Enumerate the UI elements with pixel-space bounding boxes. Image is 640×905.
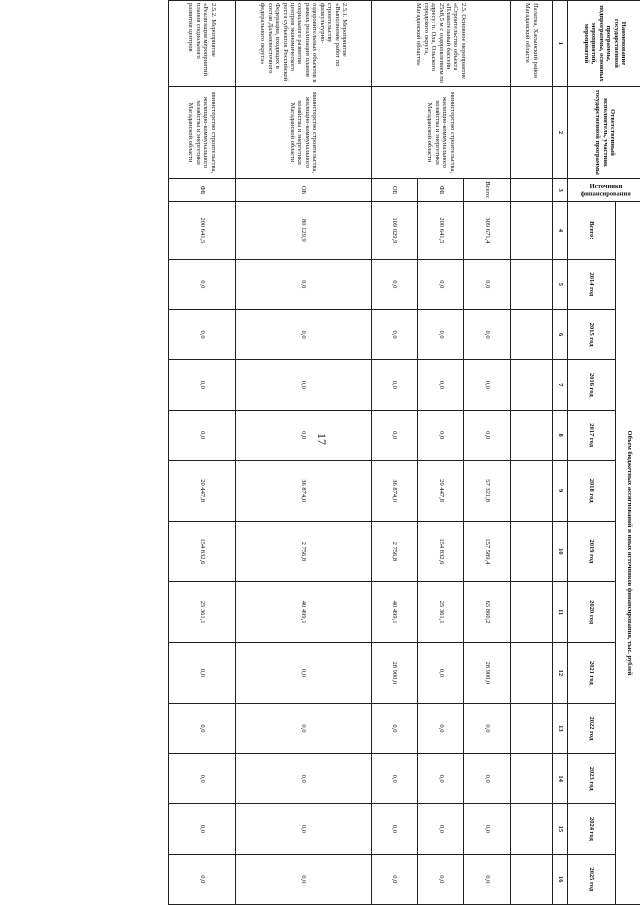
header-year: 2018 год xyxy=(567,460,616,521)
row-value: 0,0 xyxy=(235,410,371,460)
row-value xyxy=(510,703,553,753)
row-value: 0,0 xyxy=(235,309,371,359)
row-value: 0,0 xyxy=(464,703,510,753)
row-value: 0,0 xyxy=(418,754,464,804)
row-value: 0,0 xyxy=(372,804,418,854)
row-source xyxy=(510,179,553,202)
row-name: Палатка, Хасынский район Магаданской области xyxy=(510,1,553,87)
header-year: 2019 год xyxy=(567,521,616,582)
table-row xyxy=(464,1,510,905)
row-value: 2 756,8 xyxy=(372,521,418,582)
row-value: 25 361,1 xyxy=(169,582,236,643)
row-value xyxy=(510,309,553,359)
row-value xyxy=(510,202,553,260)
row-exec: министерство строительства, жилищно-коммунального хозяйства и энергетики Магаданской области xyxy=(169,86,236,178)
page-number: 17 xyxy=(315,433,329,445)
row-value: 36 874,0 xyxy=(235,460,371,521)
header-year: 2025 год xyxy=(567,854,616,904)
row-value: 0,0 xyxy=(169,643,236,704)
row-name: 2.5. Основное мероприятие «Строительство объекта «Плавательный бассейн 25х8,5 м с оздоровлением по адресу: п. Ола, Ольского городского округа, Магаданской области» xyxy=(372,1,511,87)
row-value: 0,0 xyxy=(169,754,236,804)
row-value: 0,0 xyxy=(418,360,464,410)
row-value: 0,0 xyxy=(372,360,418,410)
row-value: 200 641,5 xyxy=(418,202,464,260)
row-value: 0,0 xyxy=(464,309,510,359)
row-value: 0,0 xyxy=(169,703,236,753)
row-value: 0,0 xyxy=(235,754,371,804)
row-exec: министерство строительства, жилищно-коммунального хозяйства и энергетики Магаданской области xyxy=(372,86,511,178)
row-value: 0,0 xyxy=(464,410,510,460)
row-value xyxy=(510,360,553,410)
row-value: 154 832,6 xyxy=(418,521,464,582)
row-value: 20 447,8 xyxy=(169,460,236,521)
header-year: 2014 год xyxy=(567,259,616,309)
header-year: 2017 год xyxy=(567,410,616,460)
row-value xyxy=(510,410,553,460)
row-source: ОБ xyxy=(235,179,371,202)
table-row xyxy=(510,1,553,905)
row-value: 0,0 xyxy=(418,804,464,854)
row-value xyxy=(510,643,553,704)
table-row xyxy=(235,1,371,905)
row-value: 0,0 xyxy=(418,643,464,704)
row-value xyxy=(510,460,553,521)
row-value: 20 447,8 xyxy=(418,460,464,521)
row-value: 0,0 xyxy=(372,854,418,904)
row-value: 25 361,1 xyxy=(418,582,464,643)
row-value: 40 499,1 xyxy=(372,582,418,643)
row-value xyxy=(510,804,553,854)
row-value: 0,0 xyxy=(235,854,371,904)
budget-table-rotated xyxy=(168,0,640,905)
row-value: 0,0 xyxy=(169,309,236,359)
row-value xyxy=(510,259,553,309)
row-value xyxy=(510,582,553,643)
row-exec: министерство строительства, жилищно-коммунального хозяйства и энергетики Магаданской области xyxy=(235,86,371,178)
row-value: 0,0 xyxy=(235,643,371,704)
table-row xyxy=(169,1,236,905)
col-number: 7 xyxy=(553,360,568,410)
row-value: 0,0 xyxy=(169,259,236,309)
row-value: 0,0 xyxy=(372,703,418,753)
header-year: 2015 год xyxy=(567,309,616,359)
row-value: 0,0 xyxy=(464,754,510,804)
col-number: 13 xyxy=(553,703,568,753)
col-number: 4 xyxy=(553,202,568,260)
row-value: 0,0 xyxy=(372,259,418,309)
row-value: 0,0 xyxy=(169,360,236,410)
row-value: 0,0 xyxy=(372,309,418,359)
row-value: 0,0 xyxy=(418,309,464,359)
header-year: 2024 год xyxy=(567,804,616,854)
row-source: ОБ xyxy=(372,179,418,202)
row-value: 0,0 xyxy=(418,410,464,460)
header-volume: Объем бюджетных ассигнований и иных источников финансирования, тыс. рублей xyxy=(616,202,640,905)
col-number: 3 xyxy=(553,179,568,202)
col-number: 15 xyxy=(553,804,568,854)
row-value: 2 756,8 xyxy=(235,521,371,582)
header-name: Наименование государственной программы, подпрограммы, основных мероприятий, мероприятий xyxy=(567,1,640,87)
column-number-row xyxy=(553,1,568,905)
header-year: 2022 год xyxy=(567,703,616,753)
header-year: 2016 год xyxy=(567,360,616,410)
row-value: 0,0 xyxy=(464,854,510,904)
row-value: 0,0 xyxy=(169,854,236,904)
col-number: 5 xyxy=(553,259,568,309)
row-value: 0,0 xyxy=(235,360,371,410)
col-number: 11 xyxy=(553,582,568,643)
row-value: 0,0 xyxy=(464,804,510,854)
row-value: 0,0 xyxy=(464,360,510,410)
row-value: 0,0 xyxy=(235,703,371,753)
row-name: 2.5.2. Мероприятие «Реализация мероприятий планов социального развития центров xyxy=(169,1,236,87)
col-number: 8 xyxy=(553,410,568,460)
row-value xyxy=(510,854,553,904)
budget-table xyxy=(168,0,640,905)
header-year: 2020 год xyxy=(567,582,616,643)
row-value: 0,0 xyxy=(372,754,418,804)
row-source: ФБ xyxy=(169,179,236,202)
col-number: 14 xyxy=(553,754,568,804)
row-value: 154 832,6 xyxy=(169,521,236,582)
row-value: 28 900,0 xyxy=(372,643,418,704)
row-exec xyxy=(510,86,553,178)
row-value: 0,0 xyxy=(169,410,236,460)
col-number: 12 xyxy=(553,643,568,704)
row-value: 0,0 xyxy=(235,259,371,309)
row-value: 40 499,1 xyxy=(235,582,371,643)
row-value: 0,0 xyxy=(464,259,510,309)
row-value: 36 874,0 xyxy=(372,460,418,521)
row-value: 0,0 xyxy=(169,804,236,854)
row-name: 2.5.1. Мероприятие «Выполнение работ по строительству физкультурно-оздоровительных объектов в рамках реализации планов социального развития центров экономического роста субъектов Российской Федерации, входящих в состав Дальневосточного федерального округа» xyxy=(235,1,371,87)
row-source: ФБ xyxy=(418,179,464,202)
row-value: 57 321,8 xyxy=(464,460,510,521)
row-value: 109 029,9 xyxy=(372,202,418,260)
header-exec: Ответственный исполнитель, участник государственной программы xyxy=(567,86,640,178)
header-year: 2023 год xyxy=(567,754,616,804)
col-number: 16 xyxy=(553,854,568,904)
row-value: 157 589,4 xyxy=(464,521,510,582)
row-value xyxy=(510,521,553,582)
header-total: Всего: xyxy=(567,202,616,260)
col-number: 6 xyxy=(553,309,568,359)
row-value: 28 900,0 xyxy=(464,643,510,704)
row-value: 0,0 xyxy=(418,854,464,904)
row-value: 309 671,4 xyxy=(464,202,510,260)
header-source: Источники финансирования xyxy=(567,179,640,202)
col-number: 9 xyxy=(553,460,568,521)
row-value: 80 129,9 xyxy=(235,202,371,260)
row-value: 200 641,5 xyxy=(169,202,236,260)
col-number: 10 xyxy=(553,521,568,582)
row-source: Всего: xyxy=(464,179,510,202)
row-value: 0,0 xyxy=(235,804,371,854)
row-value: 0,0 xyxy=(418,703,464,753)
header-year: 2021 год xyxy=(567,643,616,704)
row-value: 65 860,2 xyxy=(464,582,510,643)
row-value: 0,0 xyxy=(372,410,418,460)
row-value: 0,0 xyxy=(418,259,464,309)
row-value xyxy=(510,754,553,804)
col-number: 2 xyxy=(553,86,568,178)
col-number: 1 xyxy=(553,1,568,87)
